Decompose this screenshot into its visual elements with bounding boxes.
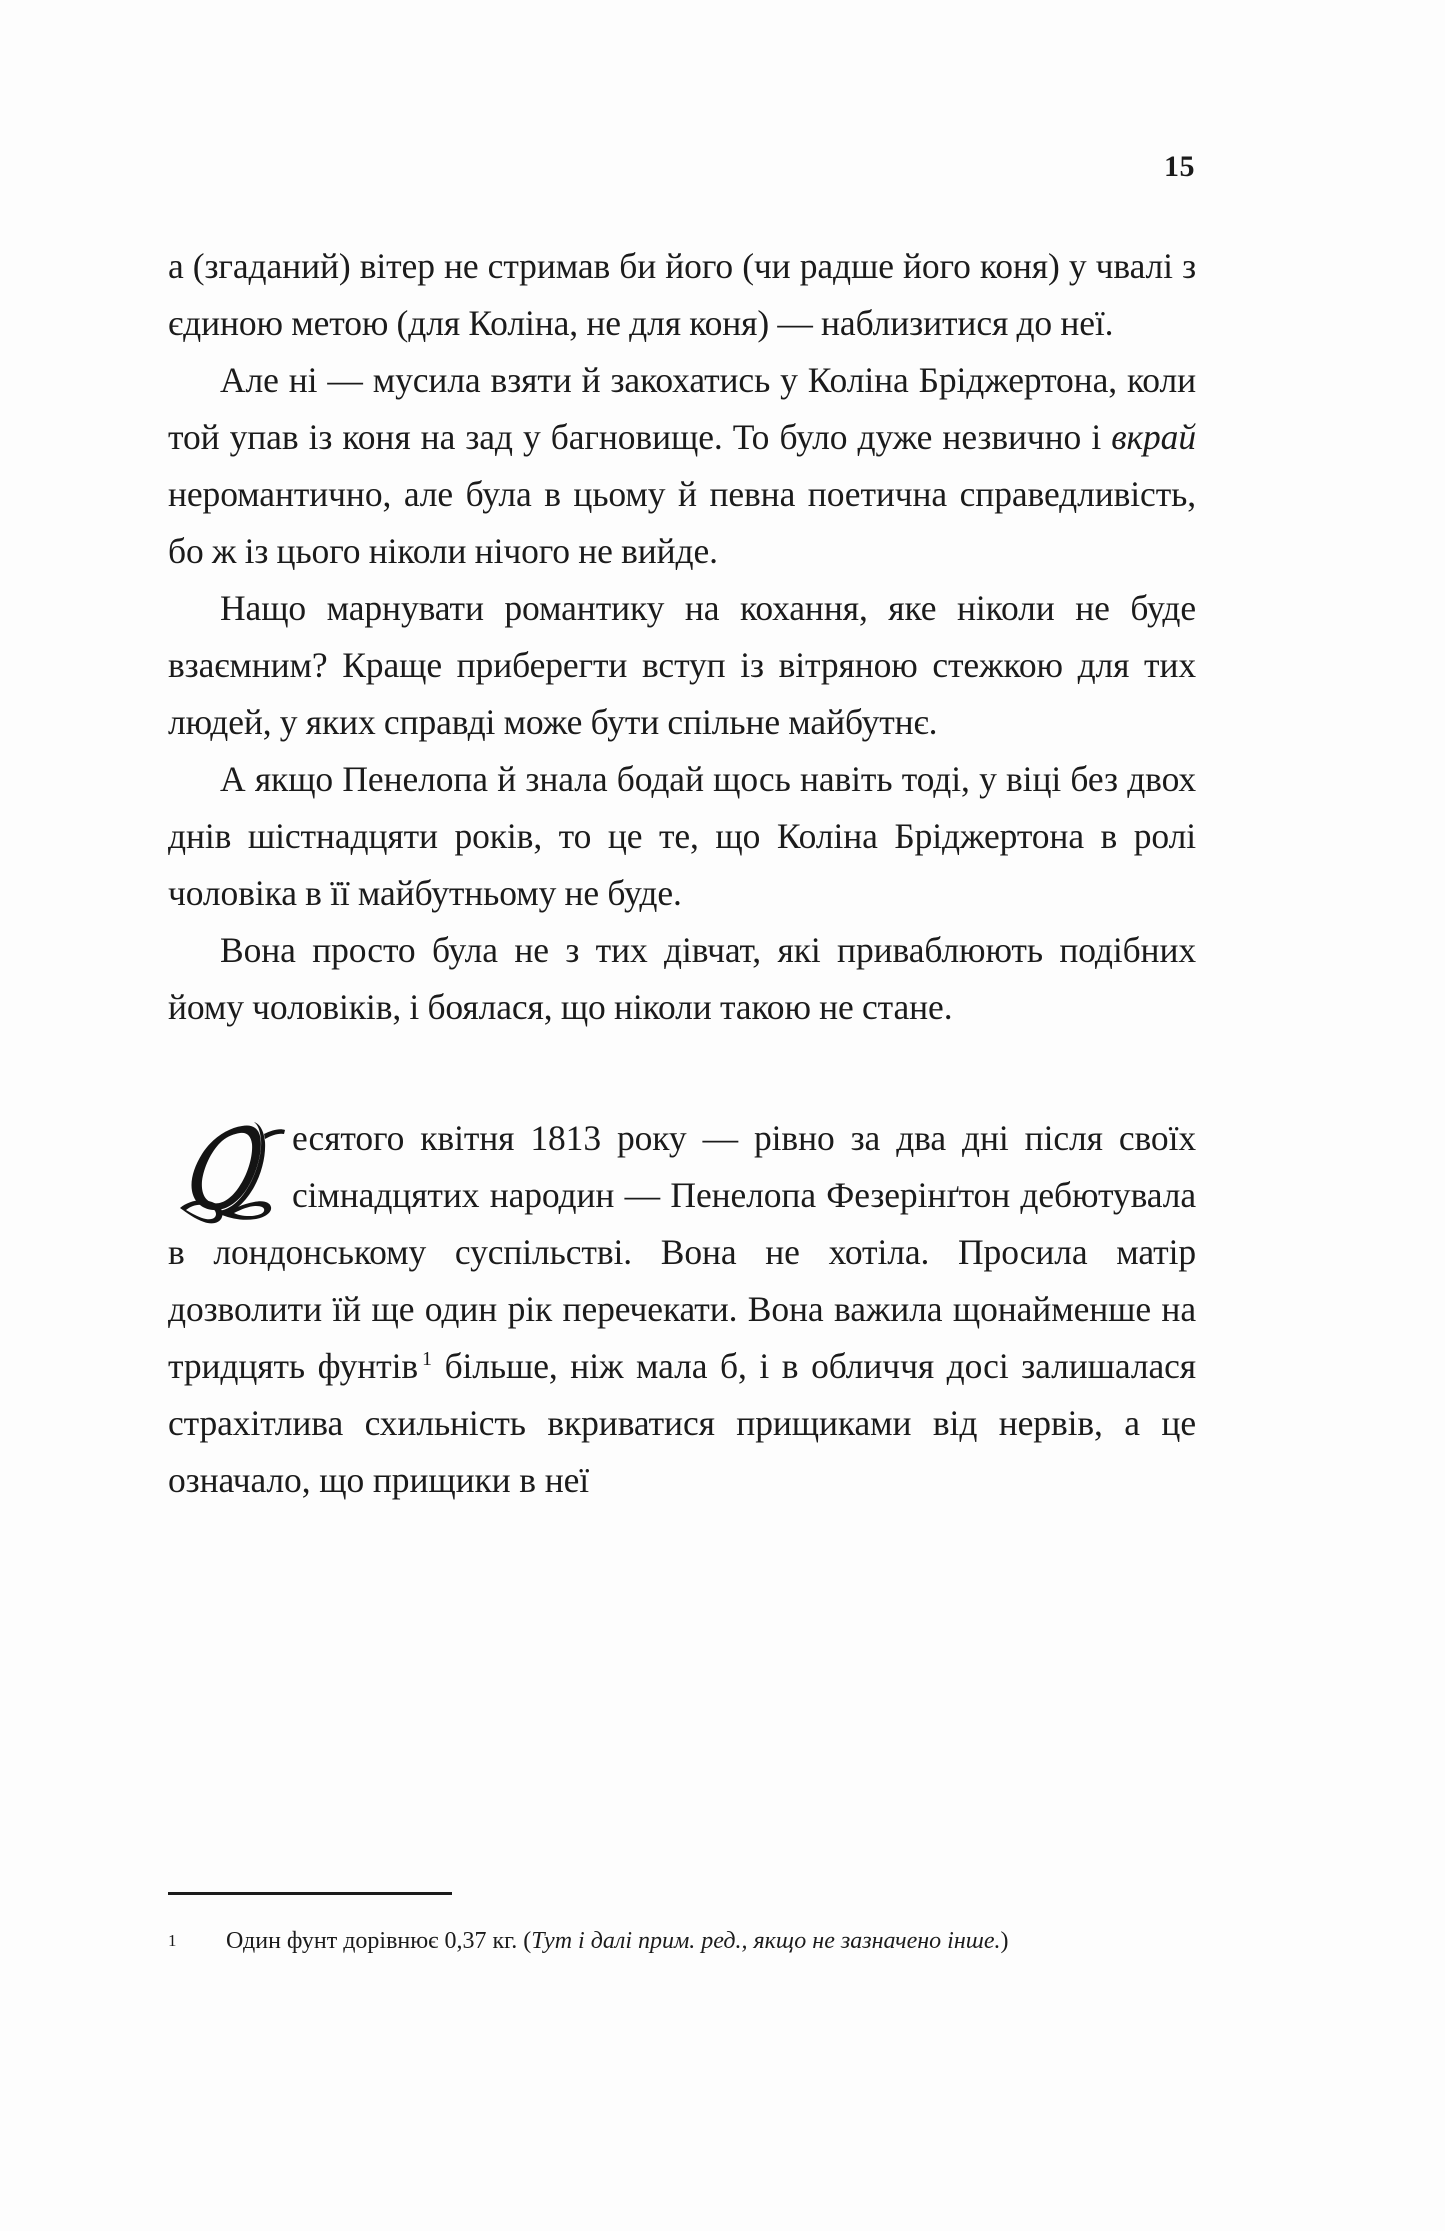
footnote-text-1 <box>226 1921 1200 1961</box>
text-block <box>168 238 1196 1509</box>
paragraph-4-text: А якщо Пенелопа й знала бодай щось навіть тоді, у віці без двох днів шістнадцяти років, то це те, що Коліна Бріджертона в ролі чоловіка в її майбутньому не буде. <box>168 759 1196 913</box>
section-text-before-ref: есятого квітня 1813 року — рівно за два дні після своїх сімнадцятих народин — Пенелопа Фезерінґтон дебютувала в лондонському суспільстві. Вона не хотіла. Просила матір дозволити їй ще один рік перечекати. Вона важила щонайменше на тридцять фунтів <box>168 1118 1196 1386</box>
footnote-marker-1: 1 <box>168 1931 177 1950</box>
section-text-after-ref: більше, ніж мала б, і в обличчя досі залишалася страхітлива схильність вкриватися прищиками від нервів, а це означало, що прищики в неї <box>168 1346 1196 1500</box>
footnote-text-tail: ) <box>1000 1928 1009 1954</box>
decorative-dropcap-de <box>168 1118 286 1230</box>
section-break <box>168 1036 1196 1110</box>
running-head <box>168 152 1195 198</box>
footnote-text-italic: Тут і далі прим. ред., якщо не зазначено інше. <box>531 1928 1001 1954</box>
paragraph-2-part-a: Але ні — мусила взяти й закохатись у Коліна Бріджертона, коли той упав із коня на зад у багновище. То було дуже незвично і <box>168 360 1196 457</box>
paragraph-3-text: Нащо марнувати романтику на кохання, яке ніколи не буде взаємним? Краще приберегти вступ із вітряною стежкою для тих людей, у яких справді може бути спільне майбутнє. <box>168 588 1196 742</box>
footnote-separator-rule <box>168 1892 452 1895</box>
footnote-reference-1[interactable]: 1 <box>422 1348 432 1371</box>
paragraph-2 <box>168 352 1196 580</box>
paragraph-4 <box>168 751 1196 922</box>
footnote-item-1 <box>168 1921 1200 1961</box>
emphasis-vkray: вкрай <box>1111 417 1196 457</box>
section-opening-paragraph <box>168 1110 1196 1509</box>
paragraph-5 <box>168 922 1196 1036</box>
paragraph-5-text: Вона просто була не з тих дівчат, які приваблюють подібних йому чоловіків, і боялася, що ніколи такою не стане. <box>168 930 1196 1027</box>
paragraph-3 <box>168 580 1196 751</box>
page-number: 15 <box>1164 150 1195 183</box>
footnote-area <box>168 1892 1200 1961</box>
paragraph-2-part-b: неромантично, але була в цьому й певна поетична справедливість, бо ж із цього ніколи нічого не вийде. <box>168 474 1196 571</box>
footnote-text-plain: Один фунт дорівнює 0,37 кг. ( <box>226 1928 532 1954</box>
paragraph-1-text: а (згаданий) вітер не стримав би його (чи радше його коня) у чвалі з єдиною метою (для Коліна, не для коня) — наблизитися до неї. <box>168 246 1196 343</box>
paragraph-1 <box>168 238 1196 352</box>
